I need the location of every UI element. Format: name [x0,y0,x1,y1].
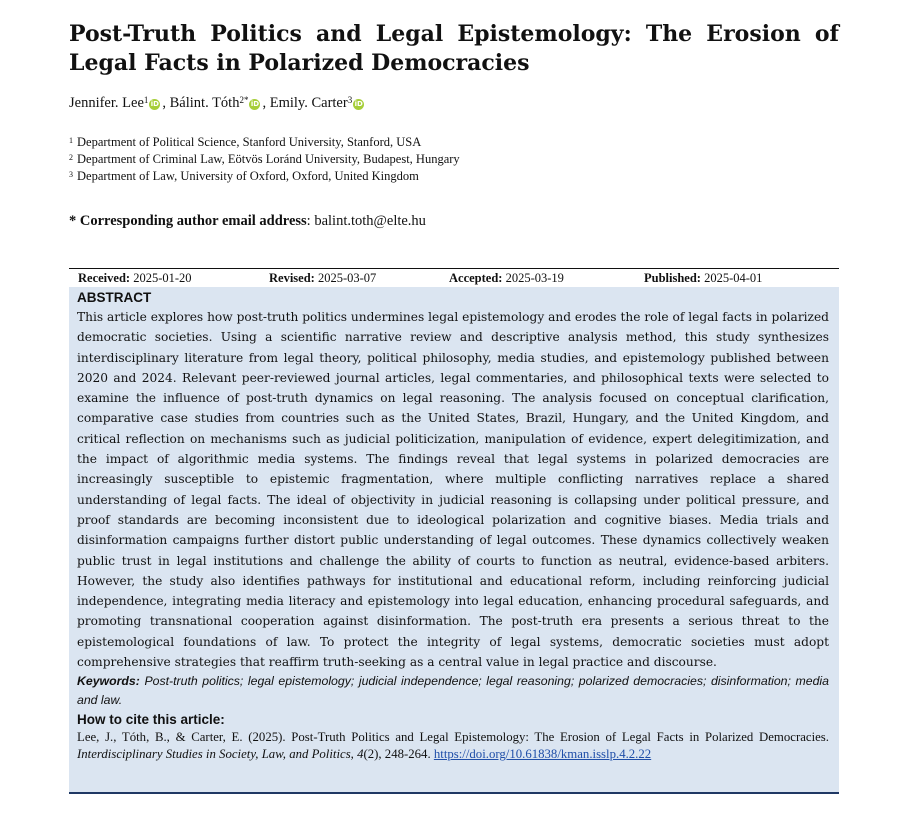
publication-dates [69,268,839,288]
citation-issue: (2), 248-264. [363,747,434,762]
citation-heading: How to cite this article: [77,712,225,728]
accepted-label: Accepted: [449,271,503,285]
affiliation-3 [69,167,460,184]
corresponding-label: * Corresponding author email address [69,213,307,229]
citation-prefix: Lee, J., Tóth, B., & Carter, E. (2025). Post-Truth Politics and Legal Epistemology: The Erosion of Legal Facts in Polarized Democracies. [77,730,829,745]
author-affil-mark: 1 [143,95,149,105]
affiliation-number: 2 [69,153,73,162]
corresponding-email[interactable]: : balint.toth@elte.hu [306,213,426,229]
revised-value: 2025-03-07 [314,271,377,285]
accepted-value: 2025-03-19 [502,271,564,285]
revised-date [269,269,376,287]
abstract-content [77,289,829,763]
published-value: 2025-04-01 [700,271,763,285]
author-2 [170,95,261,111]
received-value: 2025-01-20 [130,271,192,285]
affiliation-1 [69,133,460,150]
keywords [77,672,829,710]
citation-text [77,729,829,763]
author-3 [270,95,364,111]
received-date [78,269,192,287]
doi-link[interactable]: https://doi.org/10.61838/kman.isslp.4.2.22 [433,747,652,762]
abstract-text: This article explores how post-truth politics undermines legal epistemology and erodes the role of legal facts in polarized democratic societies. Using a scientific narrative review and descriptive analysis method, this study synthesizes interdisciplinary literature from legal theory, political philosophy, media studies, and epistemology published between 2020 and 2024. Relevant peer-reviewed journal articles, legal commentaries, and philosophical texts were selected to examine the influence of post-truth dynamics on legal reasoning. The analysis focused on conceptual clarification, comparative case studies from countries such as the United States, Brazil, Hungary, and the United Kingdom, and critical reflection on mechanisms such as judicial politicization, manipulation of evidence, expert delegitimization, and the impact of algorithmic media systems. The findings reveal that legal systems in polarized democracies are increasingly susceptible to epistemic fragmentation, where multiple conflicting narratives replace a shared understanding of legal facts. The ideal of objectivity in judicial reasoning is collapsing under political pressure, and proof standards are becoming inconsistent due to ideological polarization and cognitive biases. Media trials and disinformation campaigns further distort public understanding of legal outcomes. These dynamics collectively weaken public trust in legal institutions and challenge the ability of courts to function as neutral, evidence-based arbiters. However, the study also identifies pathways for institutional and educational reform, including reinforcing judicial independence, integrating media literacy and epistemology into legal education, enhancing procedural safeguards, and promoting transnational cooperation against disinformation. The post-truth era presents a serious threat to the epistemological foundations of law. To protect the integrity of legal systems, democratic societies must adopt comprehensive strategies that reaffirm truth-seeking as a central value in legal practice and discourse. [77,310,829,670]
published-date [644,269,762,287]
affiliation-list [69,133,460,184]
keywords-text: Post-truth politics; legal epistemology; judicial independence; legal reasoning; polarized democracies; disinformation; media and law. [77,674,829,708]
article-title: Post-Truth Politics and Legal Epistemology: The Erosion of Legal Facts in Polarized Democracies [69,21,839,76]
affiliation-text: Department of Criminal Law, Eötvös Loránd University, Budapest, Hungary [77,152,460,166]
orcid-icon[interactable]: iD [150,100,159,108]
author-1 [69,95,160,111]
accepted-date [449,269,564,287]
abstract-heading: ABSTRACT [77,290,152,305]
revised-label: Revised: [269,271,315,285]
citation-journal: Interdisciplinary Studies in Society, Law, and Politics, 4 [77,747,364,762]
affiliation-text: Department of Political Science, Stanford University, Stanford, USA [77,135,422,149]
author-name: Emily. Carter [269,95,348,111]
keywords-label: Keywords: [77,674,140,689]
author-affil-mark: 2* [239,95,249,105]
affiliation-text: Department of Law, University of Oxford, Oxford, United Kingdom [77,169,419,183]
orcid-icon[interactable]: iD [250,100,260,108]
affiliation-number: 1 [69,136,73,145]
author-list: Jennifer. Lee$^1$ iD , Bálint. Tóth$^{2*}$ iD , Emily. Carter$^3$ iD [69,95,363,111]
corresponding-author [69,213,426,230]
author-name: Bálint. Tóth [169,95,240,111]
author-affil-mark: 3 [347,95,353,105]
affiliation-2 [69,150,460,167]
author-name: Jennifer. Lee [69,95,144,111]
received-label: Received: [78,271,131,285]
affiliation-number: 3 [69,170,73,179]
abstract-box [69,287,839,794]
published-label: Published: [644,271,701,285]
orcid-icon[interactable]: iD [354,100,363,108]
